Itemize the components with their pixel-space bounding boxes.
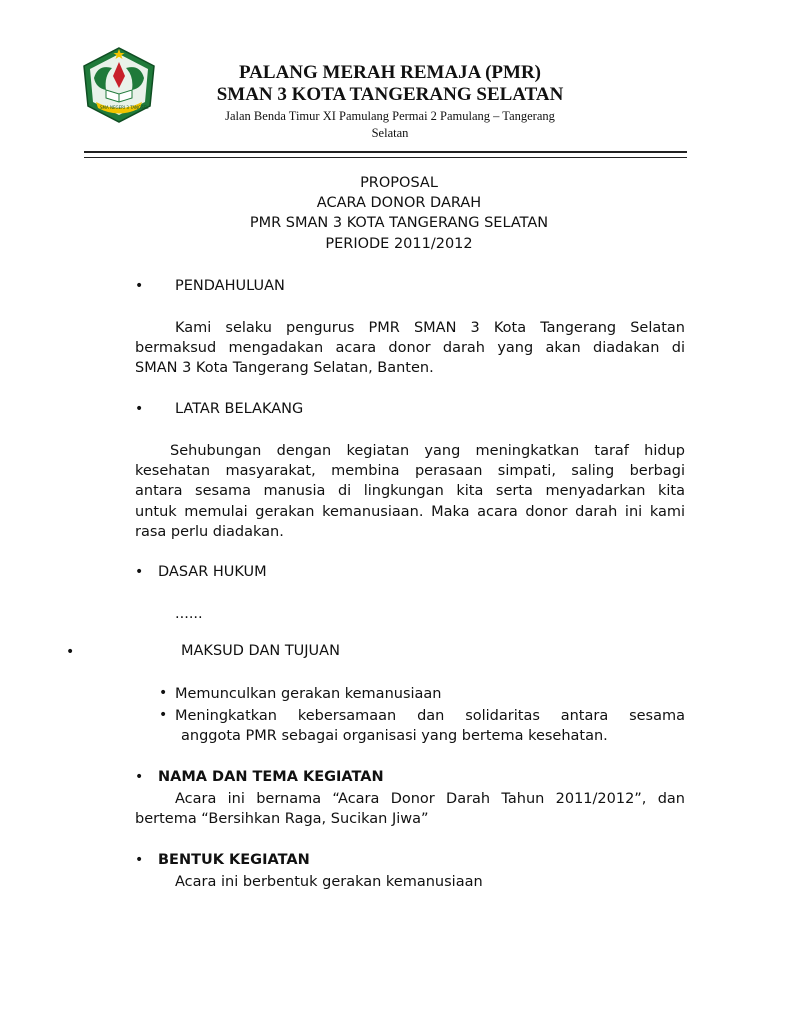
para-dasar: ...... bbox=[175, 606, 203, 622]
para-pendahuluan-line2: bermaksud mengadakan acara donor darah yang akan diadakan di bbox=[135, 340, 685, 356]
letterhead-divider-thick bbox=[84, 151, 687, 153]
bullet-bentuk: • bbox=[135, 852, 144, 868]
maksud-item1: Memunculkan gerakan kemanusiaan bbox=[175, 686, 442, 702]
para-nama-line1: Acara ini bernama “Acara Donor Darah Tahun 2011/2012”, dan bbox=[175, 791, 685, 807]
para-latar-line3: antara sesama manusia di lingkungan kita serta menyadarkan kita bbox=[135, 483, 685, 499]
heading-maksud: MAKSUD DAN TUJUAN bbox=[181, 643, 340, 659]
bullet-latar: • bbox=[135, 401, 144, 417]
doc-organizer: PMR SMAN 3 KOTA TANGERANG SELATAN bbox=[249, 215, 549, 231]
school-emblem-icon bbox=[78, 44, 160, 124]
school-name: SMAN 3 KOTA TANGERANG SELATAN bbox=[216, 84, 564, 105]
bullet-maksud-item1: • bbox=[159, 685, 168, 701]
para-bentuk-line1: Acara ini berbentuk gerakan kemanusiaan bbox=[175, 874, 483, 890]
bullet-dasar: • bbox=[135, 564, 144, 580]
heading-dasar: DASAR HUKUM bbox=[158, 564, 267, 580]
doc-event: ACARA DONOR DARAH bbox=[316, 195, 482, 211]
maksud-item2-line1: Meningkatkan kebersamaan dan solidaritas antara sesama bbox=[175, 708, 685, 724]
letterhead-divider-thin bbox=[84, 157, 687, 158]
bullet-nama: • bbox=[135, 769, 144, 785]
doc-type: PROPOSAL bbox=[360, 175, 438, 191]
school-address-line2: Selatan bbox=[371, 126, 409, 140]
doc-period: PERIODE 2011/2012 bbox=[325, 236, 473, 252]
para-latar-line2: kesehatan masyarakat, membina perasaan simpati, saling berbagi bbox=[135, 463, 685, 479]
para-nama-line2: bertema “Bersihkan Raga, Sucikan Jiwa” bbox=[135, 811, 429, 827]
bullet-maksud: • bbox=[66, 644, 75, 660]
para-latar-line5: rasa perlu diadakan. bbox=[135, 524, 284, 540]
logo-motto: SMA NEGERI 3 TANGSEL bbox=[100, 105, 149, 110]
heading-pendahuluan: PENDAHULUAN bbox=[175, 278, 285, 294]
maksud-item2-line2: anggota PMR sebagai organisasi yang bertema kesehatan. bbox=[181, 728, 608, 744]
bullet-maksud-item2: • bbox=[159, 707, 168, 723]
para-latar-line4: untuk memulai gerakan kemanusiaan. Maka acara donor darah ini kami bbox=[135, 504, 685, 520]
heading-latar: LATAR BELAKANG bbox=[175, 401, 304, 417]
school-logo bbox=[78, 44, 160, 124]
para-pendahuluan-line1: Kami selaku pengurus PMR SMAN 3 Kota Tangerang Selatan bbox=[175, 320, 685, 336]
heading-bentuk: BENTUK KEGIATAN bbox=[158, 852, 310, 868]
heading-nama: NAMA DAN TEMA KEGIATAN bbox=[158, 769, 384, 785]
bullet-pendahuluan: • bbox=[135, 278, 144, 294]
org-name: PALANG MERAH REMAJA (PMR) bbox=[238, 62, 542, 83]
school-address-line1: Jalan Benda Timur XI Pamulang Permai 2 Pamulang – Tangerang bbox=[225, 109, 555, 123]
para-pendahuluan-line3: SMAN 3 Kota Tangerang Selatan, Banten. bbox=[135, 360, 434, 376]
para-latar-line1: Sehubungan dengan kegiatan yang meningkatkan taraf hidup bbox=[170, 443, 685, 459]
